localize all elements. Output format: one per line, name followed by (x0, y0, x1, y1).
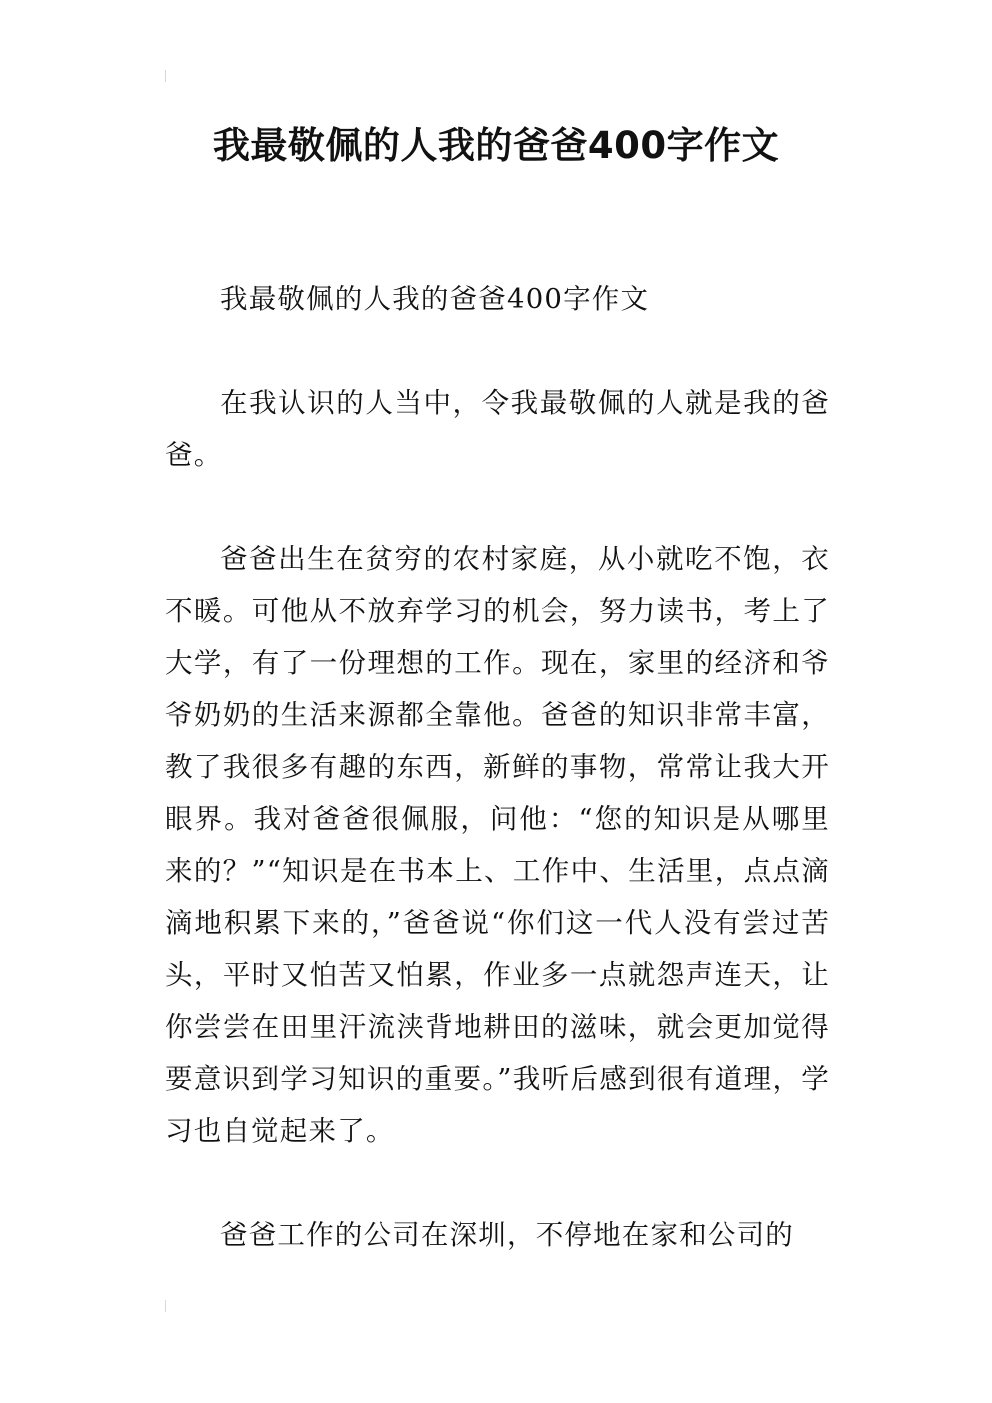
paragraph-1: 在我认识的人当中，令我最敬佩的人就是我的爸爸。 (165, 387, 830, 471)
document-title: 我最敬佩的人我的爸爸400字作文 (212, 124, 780, 167)
top-margin-mark (165, 70, 166, 82)
document-body (165, 273, 830, 1313)
paragraph-3: 爸爸工作的公司在深圳，不停地在家和公司的 (220, 1219, 794, 1251)
bottom-margin-mark (165, 1300, 166, 1312)
document-subtitle: 我最敬佩的人我的爸爸400字作文 (220, 283, 650, 315)
paragraph-2: 爸爸出生在贫穷的农村家庭，从小就吃不饱，衣不暖。可他从不放弃学习的机会，努力读书，考上了大学，有了一份理想的工作。现在，家里的经济和爷爷奶奶的生活来源都全靠他。爸爸的知识非常丰富，教了我很多有趣的东西，新鲜的事物，常常让我大开眼界。我对爸爸很佩服，问他：“您的知识是从哪里来的？”“知识是在书本上、工作中、生活里，点点滴滴地积累下来的，”爸爸说“你们这一代人没有尝过苦头，平时又怕苦又怕累，作业多一点就怨声连天，让你尝尝在田里汗流浃背地耕田的滋味，就会更加觉得要意识到学习知识的重要。”我听后感到很有道理，学习也自觉起来了。 (165, 543, 830, 1147)
